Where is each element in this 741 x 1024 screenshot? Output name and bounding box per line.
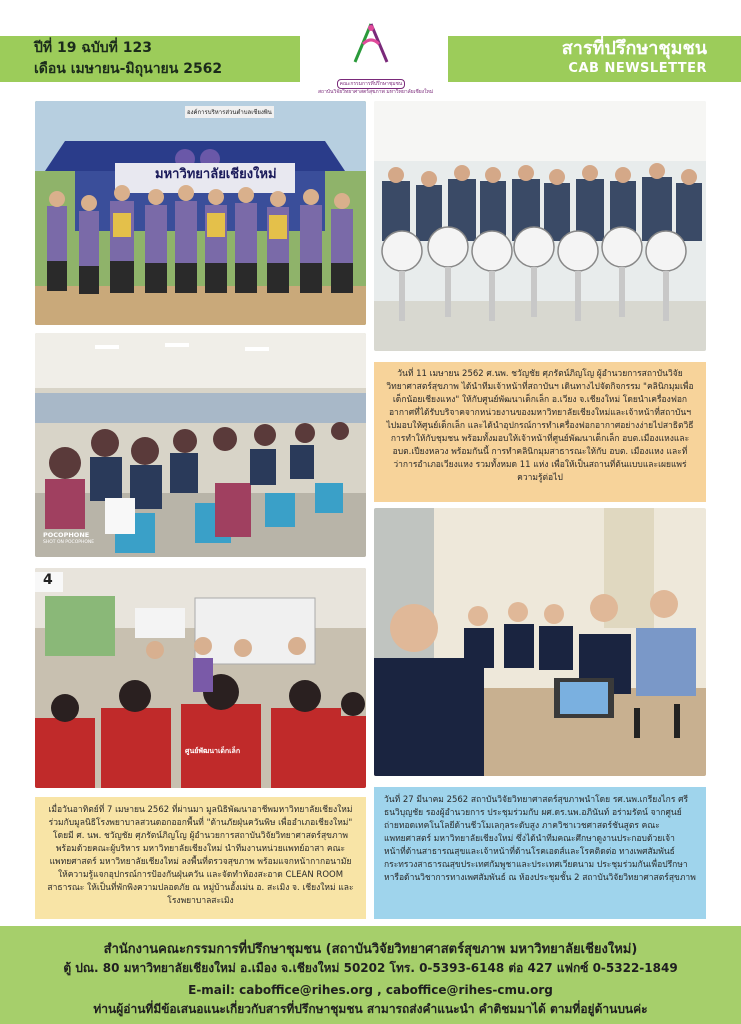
photo-hall-audience bbox=[35, 333, 366, 557]
newsletter-header bbox=[0, 0, 741, 96]
footer-note: ท่านผู้อ่านที่มีข้อเสนอแนะเกี่ยวกับสารที่ปรึกษาชุมชน สามารถส่งคำแนะนำ คำติชมมาได้ ตามที่อยู่ด้านบนค่ะ bbox=[93, 1002, 648, 1016]
caption-meeting: วันที่ 27 มีนาคม 2562 สถาบันวิจัยวิทยาศาสตร์สุขภาพนำโดย รศ.นพ.เกรียงไกร ศรีธนวิบุญชัย รองผู้อำนวยการ ประชุมร่วมกับ ผศ.ดร.นพ.อภินันท์ อร่ามรัตน์ จากศูนย์ถ่ายทอดเทคโนโลยีด้านชีวโมเลกุลระดับสูง ภาควิชาเวชศาสตร์ชันสูตร คณะแพทยศาสตร์ มหาวิทยาลัยเชียงใหม่ ซึ่งได้นำทีมคณะศึกษาดูงานประกอบด้วยเจ้าหน้าที่ด้านสาธารณสุขและเจ้าหน้าที่ด้านโรคเอดส์และโรคติดต่อ ทางเพศสัมพันธ์ กระทรวงสาธารณสุขประเทศกัมพูชาและประเทศเวียดนาม ประชุมร่วมกันเพื่อปรึกษาหารือด้านวิชาการทางเพศสัมพันธ์ ณ ห้องประชุมชั้น 2 สถาบันวิจัยวิทยาศาสตร์สุขภาพ bbox=[374, 787, 706, 919]
footer-office: สำนักงานคณะกรรมการที่ปรึกษาชุมชน (สถาบันวิจัยวิทยาศาสตร์สุขภาพ มหาวิทยาลัยเชียงใหม่) bbox=[103, 942, 638, 957]
photo-hall-image bbox=[35, 333, 366, 557]
footer-address: ตู้ ปณ. 80 มหาวิทยาลัยเชียงใหม่ อ.เมือง จ.เชียงใหม่ 50202 โทร. 0-5393-6148 ต่อ 427 แฟกซ์ 0-5322-1849 bbox=[63, 961, 678, 975]
camera-watermark-sub: SHOT ON POCOPHONE bbox=[43, 540, 95, 545]
photo-fans-image bbox=[374, 101, 706, 351]
caption-haze-clinic: เมื่อวันอาทิตย์ที่ 7 เมษายน 2562 ที่ผ่านมา มูลนิธิพัฒนาอาชีพมหาวิทยาลัยเชียงใหม่ ร่วมกับมูลนิธิโรงพยาบาลสวนดอกออกพื้นที่ "ต้านภัยฝุ่นควันพิษ เพื่ออำเภอเชียงใหม่" โดยมี ศ. นพ. ชวัญชัย ศุภรัตน์ภิญโญ ผู้อำนวยการสถาบันวิจัยวิทยาศาสตร์สุขภาพ พร้อมด้วยคณะผู้บริหาร มหาวิทยาลัยเชียงใหม่ นำทีมงานหน่วยแพทย์อาสา คณะแพทยศาสตร์ มหาวิทยาลัยเชียงใหม่ ลงพื้นที่ตรวจสุขภาพ พร้อมแจกหน้ากากอนามัย ให้ความรู้แจกอุปกรณ์การป้องกันฝุ่นควัน และจัดทำห้องสะอาด CLEAN ROOM สาธารณะ ให้เป็นที่พักพิงความปลอดภัย ณ หมู่บ้านอั้งเม่น อ. สะเมิง จ. เชียงใหม่ และโรงพยาบาลสะเมิง bbox=[35, 797, 366, 919]
cab-logo bbox=[318, 22, 434, 95]
logo-label: คณะกรรมการที่ปรึกษาชุมชน bbox=[337, 79, 406, 89]
newsletter-title bbox=[562, 38, 707, 78]
photo-clinic-students bbox=[35, 568, 366, 788]
photo-air-purifier-fans bbox=[374, 101, 706, 351]
title-english: CAB NEWSLETTER bbox=[568, 61, 707, 76]
camera-watermark bbox=[43, 531, 94, 547]
photo-tent-group bbox=[35, 101, 366, 325]
footer-email: E-mail: caboffice@rihes.org , caboffice@rihes-cmu.org bbox=[188, 983, 553, 997]
photo-meeting-room bbox=[374, 508, 706, 776]
sign-text: องค์การบริหารส่วนตำบลเชียงพิน bbox=[185, 106, 274, 118]
issue-number: ปีที่ 19 ฉบับที่ 123 bbox=[34, 40, 152, 56]
newsletter-footer bbox=[0, 926, 741, 1024]
issue-months: เดือน เมษายน-มิถุนายน 2562 bbox=[34, 61, 223, 77]
photo-meeting-image bbox=[374, 508, 706, 776]
caption-air-purifier: วันที่ 11 เมษายน 2562 ศ.นพ. ชวัญชัย ศุภรัตน์ภิญโญ ผู้อำนวยการสถาบันวิจัยวิทยาศาสตร์สุขภาพ ได้นำทีมเจ้าหน้าที่สถาบันฯ เดินทางไปจัดกิจกรรม "คลินิกมุมเพื่อเด็กน้อยเชียงแหง" ให้กับศูนย์พัฒนาเด็กเล็ก อ.เวียง จ.เชียงใหม่ โดยนำเครื่องฟอกอากาศที่ได้รับบริจาคจากหน่วยงานของมหาวิทยาลัยเชียงใหม่และเจ้าหน้าที่สถาบันฯ ไปมอบให้ศูนย์เด็กเล็ก และได้นำอุปกรณ์การทำเครื่องฟอกอากาศอย่างง่ายไปสาธิตวิธีการทำให้กับชุมชน พร้อมทั้งมอบให้เจ้าหน้าที่ศูนย์พัฒนาเด็กเล็ก อบต.เมืองแหงและ อบต.เปียงหลวง พร้อมกันนี้ การทำคลินิกมุมสาธารณะให้กับ อบต. เมืองแหง และที่ว่าการอำเภอเวียงแหง รวมทั้งหมด 11 แห่ง เพื่อให้เป็นสถานที่ต้นแบบและเผยแพร่ความรู้ต่อไป bbox=[374, 362, 706, 502]
title-thai: สารที่ปรึกษาชุมชน bbox=[561, 38, 707, 59]
room-number: 4 bbox=[43, 572, 53, 588]
photo-tent-group-image bbox=[35, 101, 366, 325]
issue-info bbox=[34, 38, 222, 80]
logo-subtitle: สถาบันวิจัยวิทยาศาสตร์สุขภาพ มหาวิทยาลัยเชียงใหม่ bbox=[318, 89, 434, 95]
ribbon-icon bbox=[341, 22, 401, 66]
camera-watermark-brand: POCOPHONE bbox=[43, 531, 90, 539]
shirt-text: ศูนย์พัฒนาเด็กเล็ก bbox=[185, 747, 241, 755]
banner-text: มหาวิทยาลัยเชียงใหม่ bbox=[155, 167, 277, 182]
